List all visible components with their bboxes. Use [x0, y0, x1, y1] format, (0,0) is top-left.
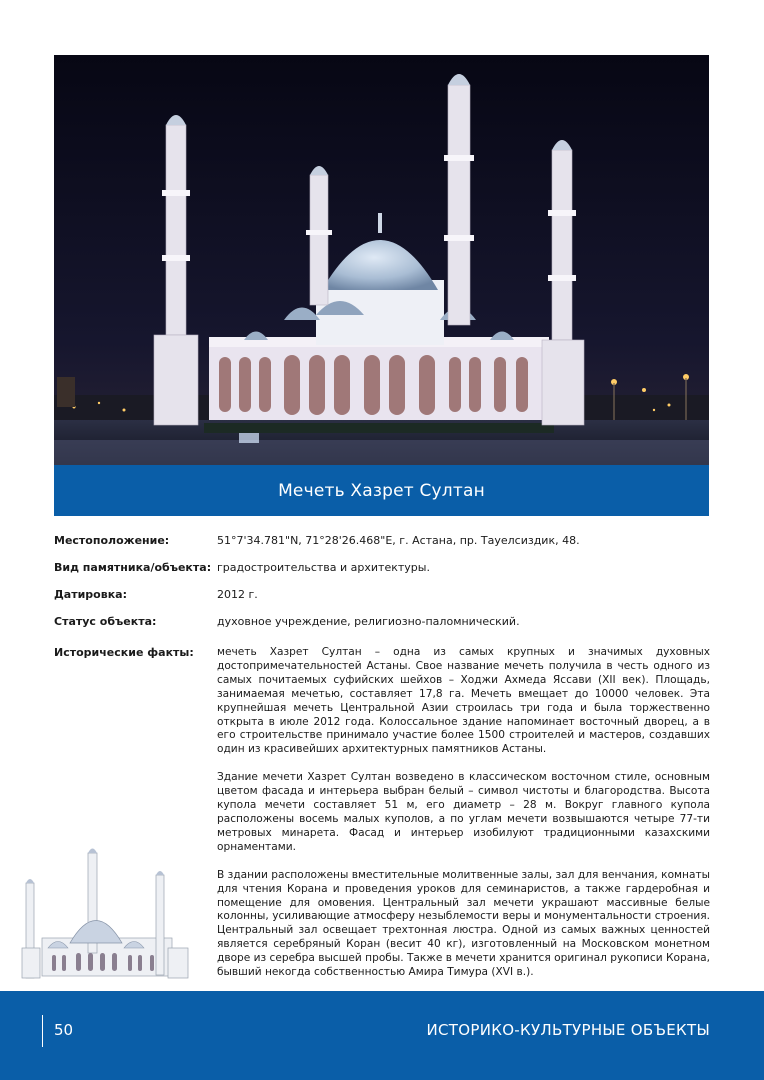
location-label: Местоположение:	[54, 534, 170, 547]
type-value: градостроительства и архитектуры.	[217, 561, 430, 574]
page-footer	[0, 991, 764, 1080]
hero-mosque-photo	[54, 55, 709, 465]
status-label: Статус объекта:	[54, 615, 157, 628]
facts-body	[217, 646, 710, 994]
section-title: ИСТОРИКО-КУЛЬТУРНЫЕ ОБЪЕКТЫ	[426, 1021, 710, 1039]
footer-divider	[42, 1015, 43, 1047]
page-title: Мечеть Хазрет Султан	[278, 480, 485, 501]
info-row-location	[54, 534, 710, 548]
facts-paragraph: мечеть Хазрет Султан – одна из самых крупных и значимых духовных достопримечательностей Астаны. Свое название мечеть получила в честь одного из самых почитаемых суфийских шейхов – Ходжи Ахмеда Яссави (XII век). Площадь, занимаемая мечетью, составляет 17,8 га. Мечеть вмещает до 10000 человек. Эта крупнейшая мечеть Центральной Азии строилась три года и была торжественно открыта в июле 2012 года. Колоссальное здание напоминает восточный дворец, а в его строительстве принимало участие более 1500 строителей и мастеров, создавших один из красивейших архитектурных памятников Астаны.	[217, 646, 710, 756]
info-row-dating	[54, 588, 710, 602]
facts-paragraph: Здание мечети Хазрет Султан возведено в классическом восточном стиле, основным цветом фасада и интерьера выбран белый – символ чистоты и благородства. Высота купола мечети составляет 51 м, его диаметр – 28 м. Вокруг главного купола расположены восемь малых куполов, а по углам мечети возвышаются четыре 77-ти метровых минарета. Фасад и интерьер изобилуют традиционными казахскими орнаментами.	[217, 771, 710, 853]
mosque-thumbnail-image	[18, 843, 194, 980]
dating-value: 2012 г.	[217, 588, 258, 601]
info-row-type	[54, 561, 710, 575]
status-value: духовное учреждение, религиозно-паломнический.	[217, 615, 520, 628]
info-table	[54, 534, 710, 642]
page-number: 50	[54, 1021, 74, 1039]
type-label: Вид памятника/объекта:	[54, 561, 212, 574]
dating-label: Датировка:	[54, 588, 127, 601]
facts-label: Исторические факты:	[54, 646, 194, 659]
title-banner	[54, 465, 709, 516]
info-row-status	[54, 615, 710, 629]
facts-paragraph: В здании расположены вместительные молитвенные залы, зал для венчания, комнаты для чтения Корана и проведения уроков для семинаристов, а также гардеробная и помещение для омовения. Центральный зал мечети украшают массивные белые колонны, усиливающие атмосферу незыблемости веры и монументальности строения. Центральный зал освещает трехтонная люстра. Одной из самых важных ценностей является серебряный Коран (весит 40 кг), изготовленный на Московском монетном дворе из серебра высшей пробы. Также в мечети хранится оригинал рукописи Корана, бывший некогда собственностью Амира Тимура (XVI в.).	[217, 868, 710, 979]
location-value: 51°7'34.781"N, 71°28'26.468"E, г. Астана, пр. Тауелсиздик, 48.	[217, 534, 580, 547]
